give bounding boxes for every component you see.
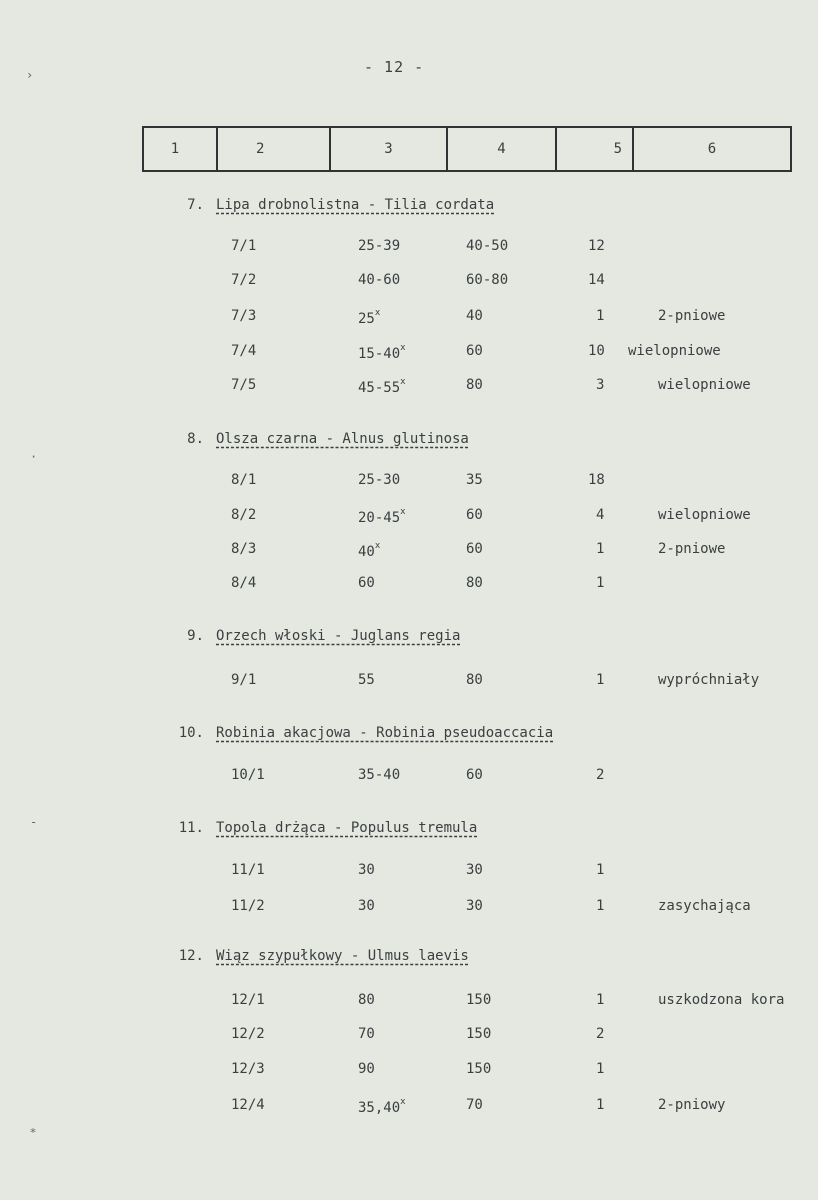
diameter-cell <box>358 862 375 878</box>
tree-number: 12/4 <box>231 1097 265 1113</box>
column-header-2-label: 2 <box>256 141 265 157</box>
circumference-value: 60 <box>466 507 483 523</box>
diameter-cell <box>358 898 375 914</box>
circumference-value: 40 <box>466 308 483 324</box>
section-title: Wiąz szypułkowy - Ulmus laevis <box>216 948 469 964</box>
diameter-cell <box>358 541 380 560</box>
count-value: 1 <box>596 992 605 1008</box>
diameter-cell <box>358 1026 375 1042</box>
remarks-value: 2-pniowy <box>658 1097 726 1113</box>
table-row <box>0 767 818 787</box>
tree-number: 11/2 <box>231 898 265 914</box>
diameter-cell <box>358 343 406 362</box>
column-header-3-label: 3 <box>384 141 393 157</box>
tree-number: 9/1 <box>231 672 257 688</box>
diameter-value: 15-40 <box>358 346 401 362</box>
count-value: 12 <box>588 238 605 254</box>
circumference-value: 70 <box>466 1097 483 1113</box>
table-row <box>0 507 818 527</box>
diameter-value: 25-39 <box>358 238 401 254</box>
circumference-value: 150 <box>466 992 492 1008</box>
circumference-value: 80 <box>466 377 483 393</box>
table-row <box>0 1026 818 1046</box>
diameter-value: 70 <box>358 1026 375 1042</box>
column-header-6-label: 6 <box>707 141 717 157</box>
remarks-value: zasychająca <box>658 898 751 914</box>
section-number: 11. <box>178 820 204 836</box>
margin-mark: ⁎ <box>30 1122 36 1136</box>
tree-number: 8/3 <box>231 541 257 557</box>
circumference-value: 80 <box>466 575 483 591</box>
section-title: Topola drżąca - Populus tremula <box>216 820 478 836</box>
section-title: Lipa drobnolistna - Tilia cordata <box>216 197 495 213</box>
circumference-value: 60-80 <box>466 272 509 288</box>
tree-number: 12/1 <box>231 992 265 1008</box>
column-header-6 <box>634 128 790 170</box>
circumference-value: 30 <box>466 898 483 914</box>
margin-mark: - <box>30 815 38 829</box>
diameter-mark: x <box>400 377 406 387</box>
tree-number: 7/5 <box>231 377 257 393</box>
diameter-mark: x <box>400 1097 406 1107</box>
count-value: 2 <box>596 767 605 783</box>
table-row <box>0 992 818 1012</box>
circumference-value: 60 <box>466 541 483 557</box>
remarks-value: wielopniowe <box>658 377 751 393</box>
remarks-value: uszkodzona kora <box>658 992 785 1008</box>
remarks-value: wypróchniały <box>658 672 760 688</box>
diameter-cell <box>358 507 406 526</box>
page-number: - 12 - <box>364 58 425 76</box>
diameter-cell <box>358 308 380 327</box>
count-value: 1 <box>596 308 605 324</box>
circumference-value: 150 <box>466 1026 492 1042</box>
diameter-value: 40-60 <box>358 272 401 288</box>
diameter-value: 30 <box>358 862 375 878</box>
table-row <box>0 672 818 692</box>
diameter-cell <box>358 272 400 288</box>
table-row <box>0 1097 818 1117</box>
diameter-cell <box>358 1097 406 1116</box>
remarks-value: 2-pniowe <box>658 308 726 324</box>
count-value: 18 <box>588 472 605 488</box>
diameter-value: 90 <box>358 1061 375 1077</box>
tree-number: 8/1 <box>231 472 257 488</box>
section-number: 8. <box>187 431 204 447</box>
diameter-cell <box>358 1061 375 1077</box>
diameter-cell <box>358 575 375 591</box>
diameter-mark: x <box>374 541 381 551</box>
diameter-value: 80 <box>358 992 375 1008</box>
table-row <box>0 377 818 397</box>
count-value: 4 <box>596 507 605 523</box>
margin-mark: · <box>30 450 38 464</box>
table-row <box>0 343 818 363</box>
column-header-5 <box>557 128 634 170</box>
count-value: 1 <box>596 541 605 557</box>
diameter-cell <box>358 377 406 396</box>
diameter-value: 25-30 <box>358 472 401 488</box>
tree-number: 7/3 <box>231 308 257 324</box>
table-row <box>0 862 818 882</box>
tree-number: 8/2 <box>231 507 257 523</box>
diameter-value: 30 <box>358 898 375 914</box>
margin-mark: › <box>26 68 34 82</box>
circumference-value: 35 <box>466 472 483 488</box>
column-header-3 <box>331 128 448 170</box>
column-header-1-label: 1 <box>170 141 180 157</box>
section-title: Robinia akacjowa - Robinia pseudoaccacia <box>216 725 554 741</box>
diameter-value: 45-55 <box>358 380 401 396</box>
diameter-value: 35-40 <box>358 767 401 783</box>
diameter-value: 25 <box>358 311 375 327</box>
count-value: 2 <box>596 1026 605 1042</box>
column-header-1 <box>144 128 218 170</box>
diameter-cell <box>358 472 400 488</box>
column-header-5-label: 5 <box>613 141 622 157</box>
diameter-value: 40 <box>358 544 375 560</box>
column-header-table <box>142 126 792 172</box>
count-value: 1 <box>596 862 605 878</box>
tree-number: 8/4 <box>231 575 257 591</box>
tree-number: 7/4 <box>231 343 257 359</box>
diameter-mark: x <box>400 343 406 353</box>
circumference-value: 150 <box>466 1061 492 1077</box>
remarks-value: 2-pniowe <box>658 541 726 557</box>
table-row <box>0 272 818 292</box>
count-value: 10 <box>588 343 605 359</box>
circumference-value: 80 <box>466 672 483 688</box>
circumference-value: 60 <box>466 343 483 359</box>
column-header-4 <box>448 128 557 170</box>
tree-number: 10/1 <box>231 767 265 783</box>
tree-number: 7/2 <box>231 272 257 288</box>
column-header-4-label: 4 <box>497 141 506 157</box>
count-value: 1 <box>596 1061 605 1077</box>
table-row <box>0 308 818 328</box>
count-value: 14 <box>588 272 605 288</box>
count-value: 1 <box>596 1097 605 1113</box>
circumference-value: 40-50 <box>466 238 509 254</box>
count-value: 3 <box>596 377 605 393</box>
diameter-cell <box>358 238 400 254</box>
section-number: 7. <box>187 197 204 213</box>
section-number: 12. <box>178 948 204 964</box>
count-value: 1 <box>596 898 605 914</box>
table-row <box>0 238 818 258</box>
diameter-cell <box>358 672 375 688</box>
count-value: 1 <box>596 575 605 591</box>
diameter-mark: x <box>400 507 406 517</box>
remarks-value: wielopniowe <box>628 343 721 359</box>
table-row <box>0 575 818 595</box>
table-row <box>0 472 818 492</box>
diameter-value: 35,40 <box>358 1100 401 1116</box>
tree-number: 7/1 <box>231 238 257 254</box>
tree-number: 11/1 <box>231 862 265 878</box>
section-title: Orzech włoski - Juglans regia <box>216 628 461 644</box>
remarks-value: wielopniowe <box>658 507 751 523</box>
diameter-value: 60 <box>358 575 375 591</box>
diameter-cell <box>358 992 375 1008</box>
column-header-2 <box>218 128 331 170</box>
count-value: 1 <box>596 672 605 688</box>
circumference-value: 30 <box>466 862 483 878</box>
tree-number: 12/3 <box>231 1061 265 1077</box>
table-row <box>0 1061 818 1081</box>
section-title: Olsza czarna - Alnus glutinosa <box>216 431 469 447</box>
section-number: 9. <box>187 628 204 644</box>
circumference-value: 60 <box>466 767 483 783</box>
tree-number: 12/2 <box>231 1026 265 1042</box>
diameter-cell <box>358 767 400 783</box>
table-row <box>0 541 818 561</box>
section-number: 10. <box>178 725 204 741</box>
table-row <box>0 898 818 918</box>
diameter-mark: x <box>374 308 381 318</box>
diameter-value: 55 <box>358 672 375 688</box>
diameter-value: 20-45 <box>358 510 401 526</box>
